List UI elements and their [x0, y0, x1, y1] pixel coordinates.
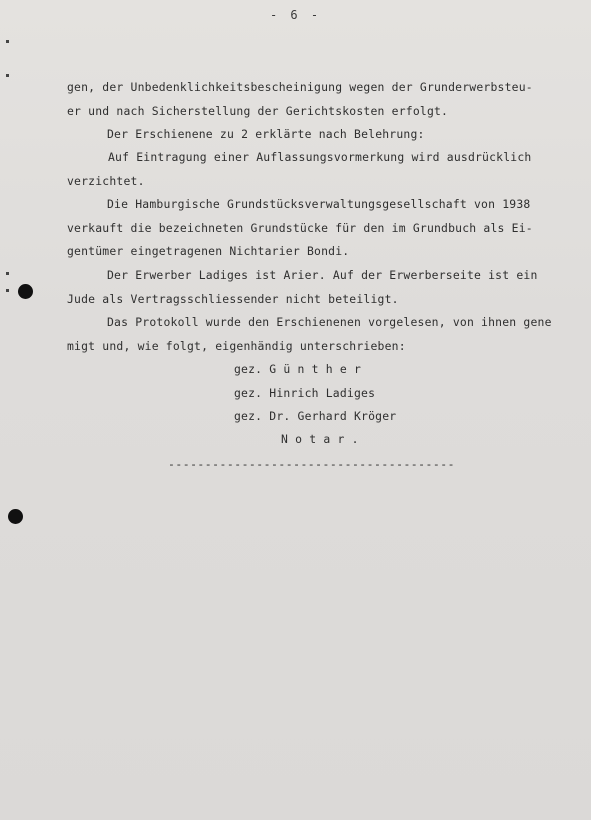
body-line-3: Der Erschienene zu 2 erklärte nach Belehrung: [107, 127, 425, 141]
signature-ladiges: gez. Hinrich Ladiges [234, 386, 376, 400]
body-line-11: Das Protokoll wurde den Erschienenen vorgelesen, von ihnen gene [107, 315, 552, 329]
body-line-8: gentümer eingetragenen Nichtarier Bondi. [67, 244, 350, 258]
margin-mark [6, 272, 9, 275]
body-line-4: Auf Eintragung einer Auflassungsvormerkung wird ausdrücklich [108, 150, 532, 164]
page-number: - 6 - [269, 8, 322, 22]
margin-mark [6, 40, 9, 43]
notary-title: N o t a r . [281, 432, 359, 446]
body-line-1: gen, der Unbedenklichkeitsbescheinigung wegen der Grunderwerbsteu- [67, 80, 533, 94]
closing-rule: --------------------------------------- [168, 457, 455, 471]
signature-guenther: gez. G ü n t h e r [234, 362, 362, 376]
body-line-10: Jude als Vertragsschliessender nicht beteiligt. [67, 292, 399, 306]
margin-mark [6, 289, 9, 292]
punch-hole-bottom [8, 509, 23, 524]
punch-hole-top [18, 284, 33, 299]
body-line-5: verzichtet. [67, 174, 145, 188]
signature-kroeger: gez. Dr. Gerhard Kröger [234, 409, 397, 423]
margin-mark [6, 74, 9, 77]
body-line-6: Die Hamburgische Grundstücksverwaltungsgesellschaft von 1938 [107, 197, 531, 211]
body-line-9: Der Erwerber Ladiges ist Arier. Auf der Erwerberseite ist ein [107, 268, 538, 282]
body-line-12: migt und, wie folgt, eigenhändig unterschrieben: [67, 339, 406, 353]
body-line-2: er und nach Sicherstellung der Gerichtskosten erfolgt. [67, 104, 449, 118]
body-line-7: verkauft die bezeichneten Grundstücke für den im Grundbuch als Ei- [67, 221, 533, 235]
